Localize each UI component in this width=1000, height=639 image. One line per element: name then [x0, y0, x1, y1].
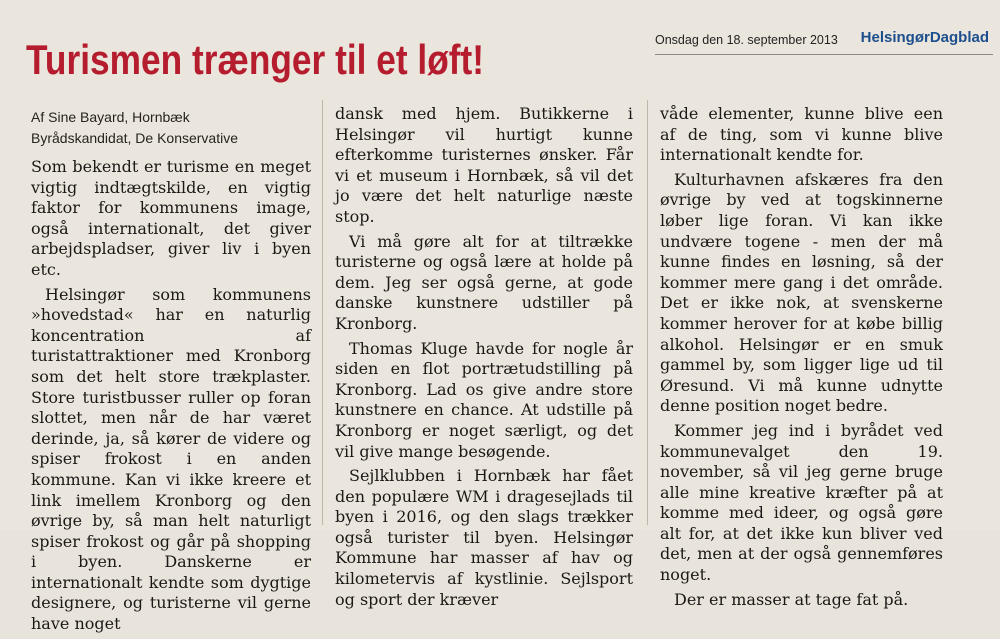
article-byline [31, 107, 311, 149]
column-divider [647, 100, 648, 525]
byline-author: Af Sine Bayard, Hornbæk [31, 109, 190, 125]
publication-date: Onsdag den 18. september 2013 [655, 33, 838, 47]
column-divider [322, 100, 323, 525]
article-column-1 [31, 157, 311, 639]
paragraph: Som bekendt er turisme en meget vigtig indtægtskilde, en vigtig faktor for kommunens image, også internationalt, det giver arbejdspladser, giver liv i byen etc. [31, 157, 311, 279]
article-column-3 [660, 104, 943, 614]
paragraph: Sejlklubben i Hornbæk har fået den populære WM i dragesejlads til byen i 2016, og den slags trækker også turister til byen. Helsingør Kommune har masser af hav og kilometervis af kystlinie. Sejlsport og sport der kræver [335, 466, 633, 609]
paragraph: Vi må gøre alt for at tiltrække turisterne og også lære at holde på dem. Jeg ser også gerne, at gode danske kunstnere udstiller på Kronborg. [335, 231, 633, 333]
article-column-2 [335, 104, 633, 614]
article-headline: Turismen trænger til et løft! [26, 36, 485, 83]
paragraph: Kulturhavnen afskæres fra den øvrige by ved at togskinnerne løber lige foran. Vi kan ikke undvære togene - men der må kunne findes en løsning, så der kommer mere gang i det område. Det er ikke nok, at svenskerne kommer herover for at købe billig alkohol. Helsingør er en smuk gammel by, som ligger lige ud til Øresund. Vi må kunne udnytte denne position noget bedre. [660, 169, 943, 416]
page-header [655, 24, 993, 55]
newspaper-logo: HelsingørDagblad [860, 29, 989, 46]
paragraph: Kommer jeg ind i byrådet ved kommunevalget den 19. november, så vil jeg gerne bruge alle mine kreative kræfter på at komme med ideer, og også gøre alt for, at det ikke kun bliver ved det, men at der også gennemføres noget. [660, 420, 943, 585]
paragraph: Helsingør som kommunens »hovedstad« har en naturlig koncentration af turistattraktioner med Kronborg som det helt store trækplaster. Store turistbusser ruller op foran slottet, men når de har været derinde, ja, så kører de videre og spiser frokost i en anden kommune. Kan vi ikke kreere et link imellem Kronborg og den øvrige by, så man helt naturligt spiser frokost og går på shopping i byen. Danskerne er internationalt kendte som dygtige designere, og turisterne vil gerne have noget [31, 284, 311, 634]
byline-title: Byrådskandidat, De Konservative [31, 130, 238, 146]
paragraph: dansk med hjem. Butikkerne i Helsingør vil hurtigt kunne efterkomme turisternes ønsker. Får vi et museum i Hornbæk, så vil det jo være det helt naturlige næste stop. [335, 104, 633, 226]
paragraph: våde elementer, kunne blive een af de ting, som vi kunne blive internationalt kendte for. [660, 104, 943, 165]
paragraph: Der er masser at tage fat på. [674, 589, 909, 609]
paragraph: Thomas Kluge havde for nogle år siden en flot portrætudstilling på Kronborg. Lad os give andre store kunstnere en chance. At udstille på Kronborg er noget særligt, og det vil give mange besøgende. [335, 338, 633, 461]
